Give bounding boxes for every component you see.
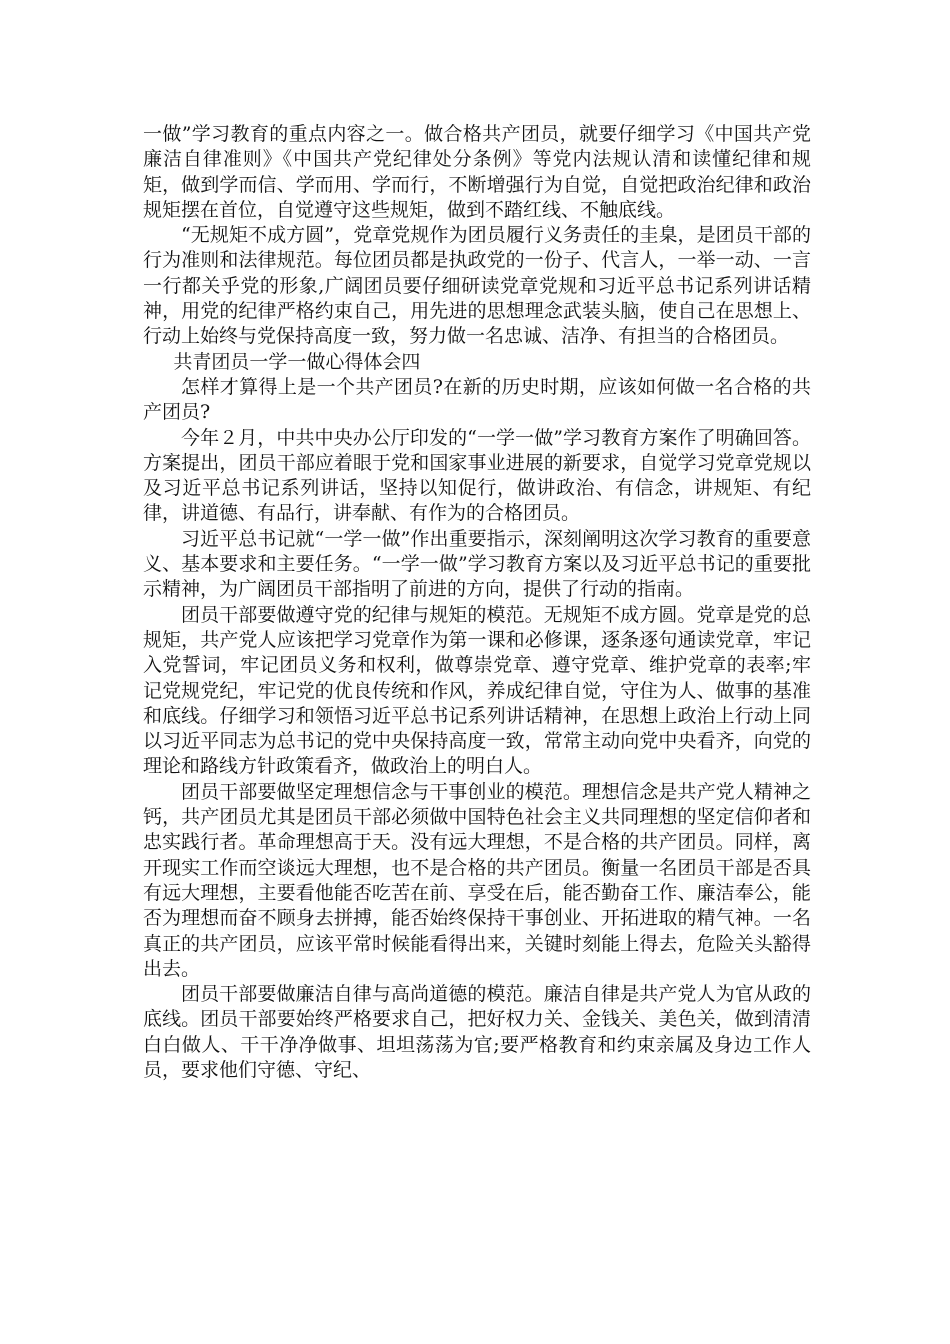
paragraph-5: 习近平总书记就“一学一做”作出重要指示，深刻阐明这次学习教育的重要意义、基本要求和主要任务。“一学一做”学习教育方案以及习近平总书记的重要批示精神，为广阔团员干部指明了前进的方向，提供了行动的指南。 xyxy=(143,527,811,601)
paragraph-4: 今年２月，中共中央办公厅印发的“一学一做”学习教育方案作了明确回答。方案提出，团员干部应着眼于党和国家事业进展的新要求，自觉学习党章党规以及习近平总书记系列讲话，坚持以知促行，做讲政治、有信念，讲规矩、有纪律，讲道德、有品行，讲奉献、有作为的合格团员。 xyxy=(143,426,811,525)
document-page xyxy=(143,122,811,1083)
paragraph-1: 一做”学习教育的重点内容之一。做合格共产团员，就要仔细学习《中国共产党廉洁自律准则》《中国共产党纪律处分条例》等党内法规认清和读懂纪律和规矩，做到学而信、学而用、学而行，不断增强行为自觉，自觉把政治纪律和政治规矩摆在首位，自觉遵守这些规矩，做到不踏红线、不触底线。 xyxy=(143,123,811,221)
paragraph-2: “无规矩不成方圆”，党章党规作为团员履行义务责任的圭臬，是团员干部的行为准则和法律规范。每位团员都是执政党的一份子、代言人，一举一动、一言一行都关乎党的形象,广阔团员要仔细研读党章党规和习近平总书记系列讲话精神，用党的纪律严格约束自己，用先进的思想理念武装头脑，使自己在思想上、行动上始终与党保持高度一致，努力做一名忠诚、洁净、有担当的合格团员。 xyxy=(143,224,811,348)
paragraph-8: 团员干部要做廉洁自律与高尚道德的模范。廉洁自律是共产党人为官从政的底线。团员干部要始终严格要求自己，把好权力关、金钱关、美色关，做到清清白白做人、干干净净做事、坦坦荡荡为官;要严格教育和约束亲属及身边工作人员，要求他们守德、守纪、 xyxy=(143,983,811,1081)
paragraph-7: 团员干部要做坚定理想信念与干事创业的模范。理想信念是共产党人精神之钙，共产团员尤其是团员干部必须做中国特色社会主义共同理想的坚定信仰者和忠实践行者。革命理想高于天。没有远大理想，不是合格的共产团员。同样，离开现实工作而空谈远大理想，也不是合格的共产团员。衡量一名团员干部是否具有远大理想，主要看他能否吃苦在前、享受在后，能否勤奋工作、廉洁奉公，能否为理想而奋不顾身去拼搏，能否始终保持干事创业、开拓进取的精气神。一名真正的共产团员，应该平常时候能看得出来，关键时刻能上得去，危险关头豁得出去。 xyxy=(143,780,811,980)
section-heading: 共青团员一学一做心得体会四 xyxy=(173,350,421,373)
paragraph-3: 怎样才算得上是一个共产团员?在新的历史时期，应该如何做一名合格的共产团员? xyxy=(143,375,811,424)
paragraph-6: 团员干部要做遵守党的纪律与规矩的模范。无规矩不成方圆。党章是党的总规矩，共产党人应该把学习党章作为第一课和必修课，逐条逐句通读党章，牢记入党誓词，牢记团员义务和权利，做尊崇党章、遵守党章、维护党章的表率;牢记党规党纪，牢记党的优良传统和作风，养成纪律自觉，守住为人、做事的基准和底线。仔细学习和领悟习近平总书记系列讲话精神，在思想上政治上行动上同以习近平同志为总书记的党中央保持高度一致，常常主动向党中央看齐，向党的理论和路线方针政策看齐，做政治上的明白人。 xyxy=(143,603,811,778)
